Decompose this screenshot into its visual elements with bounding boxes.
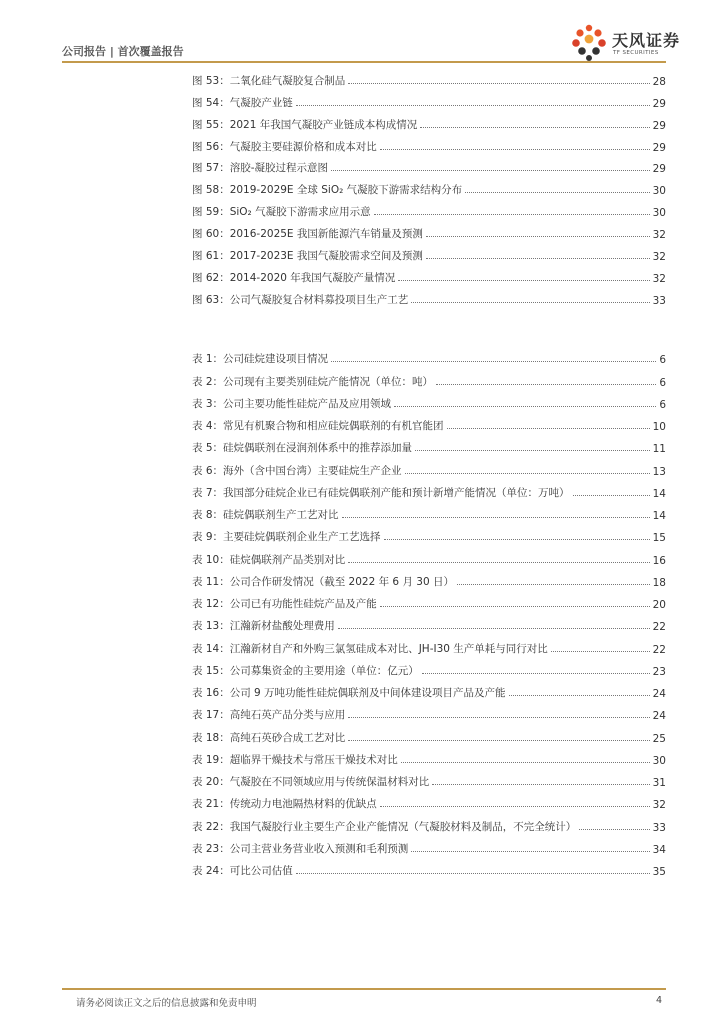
dot-leader xyxy=(436,384,656,385)
table-entry-label: 表 7：我国部分硅烷企业已有硅烷偶联剂产能和预计新增产能情况（单位：万吨） xyxy=(192,486,570,499)
dot-leader xyxy=(398,280,649,281)
dot-leader xyxy=(380,149,650,150)
table-entry[interactable] xyxy=(192,700,666,722)
figure-entry-page: 33 xyxy=(652,294,666,307)
table-entry[interactable] xyxy=(192,366,666,388)
dot-leader xyxy=(331,361,656,362)
dot-leader xyxy=(573,495,650,496)
figure-entry-page: 30 xyxy=(652,185,666,198)
dot-leader xyxy=(411,851,649,852)
dot-leader xyxy=(465,192,649,193)
table-entry-label: 表 20：气凝胶在不同领域应用与传统保温材料对比 xyxy=(192,776,430,788)
table-entry-label: 表 18：高纯石英砂合成工艺对比 xyxy=(192,731,346,744)
dot-leader xyxy=(296,105,650,106)
table-entry-label: 表 6：海外（含中国台湾）主要硅烷生产企业 xyxy=(192,464,402,477)
table-entry-page: 13 xyxy=(652,465,666,478)
dot-leader xyxy=(551,651,650,652)
dot-leader xyxy=(374,214,650,215)
table-index-list xyxy=(192,344,666,878)
table-entry-page: 24 xyxy=(652,710,666,723)
table-entry-label: 表 14：江瀚新材自产和外购三氯氢硅成本对比、JH-I30 生产单耗与同行对比 xyxy=(192,642,548,655)
table-entry-label: 表 15：公司募集资金的主要用途（单位：亿元） xyxy=(192,664,419,677)
table-entry[interactable] xyxy=(192,567,666,589)
figure-entry[interactable] xyxy=(192,219,666,241)
dot-leader xyxy=(338,628,650,629)
table-entry-page: 22 xyxy=(652,621,666,634)
figure-entry[interactable] xyxy=(192,197,666,219)
table-entry-label: 表 11：公司合作研发情况（截至 2022 年 6 月 30 日） xyxy=(192,575,454,588)
table-entry[interactable] xyxy=(192,856,666,878)
dot-leader xyxy=(380,806,650,807)
figure-entry-label: 图 57：溶胶-凝胶过程示意图 xyxy=(192,162,328,175)
dot-leader xyxy=(348,717,649,718)
figure-entry[interactable] xyxy=(192,110,666,132)
table-entry[interactable] xyxy=(192,633,666,655)
figure-entry[interactable] xyxy=(192,285,666,307)
dot-leader xyxy=(422,673,650,674)
table-entry[interactable] xyxy=(192,811,666,833)
dot-leader xyxy=(415,450,650,451)
dot-leader xyxy=(426,258,650,259)
figure-entry[interactable] xyxy=(192,132,666,154)
table-entry[interactable] xyxy=(192,455,666,477)
figure-entry[interactable] xyxy=(192,175,666,197)
page-number: 4 xyxy=(655,995,662,1006)
page-header xyxy=(0,0,724,64)
table-entry-page: 23 xyxy=(652,665,666,678)
table-entry-label: 表 21：传统动力电池隔热材料的优缺点 xyxy=(192,798,377,811)
figure-entry-label: 图 63：公司气凝胶复合材料募投项目生产工艺 xyxy=(192,293,409,306)
dot-leader xyxy=(579,829,649,830)
table-entry[interactable] xyxy=(192,767,666,789)
figure-entry-label: 图 55：2021 年我国气凝胶产业链成本构成情况 xyxy=(192,118,418,131)
table-entry-page: 11 xyxy=(652,443,666,456)
table-entry-page: 18 xyxy=(652,576,666,589)
table-entry-page: 24 xyxy=(652,688,666,700)
table-entry-label: 表 17：高纯石英产品分类与应用 xyxy=(192,709,346,722)
figure-entry[interactable] xyxy=(192,66,666,88)
dot-leader xyxy=(342,517,650,518)
table-entry-label: 表 16：公司 9 万吨功能性硅烷偶联剂及中间体建设项目产品及产能 xyxy=(192,687,506,699)
table-entry-page: 16 xyxy=(652,554,666,567)
dot-leader xyxy=(348,83,649,84)
dot-leader xyxy=(380,606,650,607)
figure-entry-label: 图 56：气凝胶主要硅源价格和成本对比 xyxy=(192,140,377,153)
figure-entry-label: 图 61：2017-2023E 我国气凝胶需求空间及预测 xyxy=(192,250,423,263)
figure-entry[interactable] xyxy=(192,241,666,263)
header-divider xyxy=(62,61,666,63)
table-entry-page: 14 xyxy=(652,487,666,500)
table-entry-page: 6 xyxy=(659,376,666,389)
figure-entry[interactable] xyxy=(192,88,666,110)
figure-entry-page: 32 xyxy=(652,229,666,242)
table-entry-page: 35 xyxy=(652,866,666,878)
figure-entry-page: 29 xyxy=(652,119,666,132)
table-entry-page: 6 xyxy=(659,354,666,367)
table-entry-page: 20 xyxy=(652,599,666,611)
figure-entry-label: 图 59：SiO₂ 气凝胶下游需求应用示意 xyxy=(192,206,371,219)
table-entry-page: 25 xyxy=(652,732,666,745)
disclaimer-note: 请务必阅读正文之后的信息披露和免责申明 xyxy=(76,998,257,1009)
table-entry-label: 表 4：常见有机聚合物和相应硅烷偶联剂的有机官能团 xyxy=(192,420,444,432)
table-entry-label: 表 24：可比公司估值 xyxy=(192,865,293,877)
table-entry-page: 6 xyxy=(659,398,666,411)
logo-english-name: TF SECURITIES xyxy=(613,50,659,56)
dot-leader xyxy=(426,236,650,237)
table-entry-label: 表 5：硅烷偶联剂在浸润剂体系中的推荐添加量 xyxy=(192,442,413,455)
figure-entry-label: 图 54：气凝胶产业链 xyxy=(192,96,293,109)
table-entry[interactable] xyxy=(192,589,666,611)
dot-leader xyxy=(401,762,650,763)
table-entry[interactable] xyxy=(192,656,666,678)
table-entry-page: 30 xyxy=(652,754,666,767)
brand-logo xyxy=(568,22,681,62)
figure-entry-page: 29 xyxy=(652,163,666,176)
table-entry-label: 表 19：超临界干燥技术与常压干燥技术对比 xyxy=(192,753,398,766)
figure-entry[interactable] xyxy=(192,263,666,285)
figure-index-list xyxy=(192,66,666,307)
figure-entry-label: 图 60：2016-2025E 我国新能源汽车销量及预测 xyxy=(192,228,423,241)
table-entry-label: 表 1：公司硅烷建设项目情况 xyxy=(192,353,329,366)
dot-leader xyxy=(411,302,649,303)
table-entry[interactable] xyxy=(192,611,666,633)
table-entry-label: 表 12：公司已有功能性硅烷产品及产能 xyxy=(192,598,377,610)
figure-entry-label: 图 53：二氧化硅气凝胶复合制品 xyxy=(192,74,346,87)
dot-leader xyxy=(384,539,650,540)
table-entry[interactable] xyxy=(192,789,666,811)
dot-leader xyxy=(432,784,649,785)
table-entry[interactable] xyxy=(192,411,666,433)
table-entry[interactable] xyxy=(192,344,666,366)
figure-entry-page: 32 xyxy=(652,251,666,264)
table-entry[interactable] xyxy=(192,834,666,856)
figure-entry-label: 图 58：2019-2029E 全球 SiO₂ 气凝胶下游需求结构分布 xyxy=(192,184,463,197)
tf-logo-icon xyxy=(568,22,610,62)
table-entry-label: 表 8：硅烷偶联剂生产工艺对比 xyxy=(192,509,339,521)
dot-leader xyxy=(296,873,650,874)
dot-leader xyxy=(420,127,649,128)
table-entry-label: 表 13：江瀚新材盐酸处理费用 xyxy=(192,620,335,633)
table-entry[interactable] xyxy=(192,522,666,544)
table-entry-page: 34 xyxy=(652,843,666,856)
dot-leader xyxy=(348,740,649,741)
table-entry-label: 表 9：主要硅烷偶联剂企业生产工艺选择 xyxy=(192,531,381,544)
figure-entry-page: 29 xyxy=(652,97,666,110)
footer-divider xyxy=(62,988,666,990)
dot-leader xyxy=(447,428,650,429)
table-entry[interactable] xyxy=(192,478,666,500)
table-entry-page: 32 xyxy=(652,799,666,812)
figure-entry-page: 28 xyxy=(652,75,666,88)
table-entry-page: 33 xyxy=(652,821,666,834)
table-entry-label: 表 2：公司现有主要类别硅烷产能情况（单位：吨） xyxy=(192,375,434,388)
table-entry[interactable] xyxy=(192,544,666,566)
table-entry-label: 表 3：公司主要功能性硅烷产品及应用领域 xyxy=(192,397,392,410)
table-entry-page: 22 xyxy=(652,643,666,656)
dot-leader xyxy=(394,406,656,407)
table-entry-label: 表 10：硅烷偶联剂产品类别对比 xyxy=(192,553,346,566)
table-entry[interactable] xyxy=(192,745,666,767)
table-entry-page: 10 xyxy=(652,421,666,433)
dot-leader xyxy=(405,473,650,474)
table-entry[interactable] xyxy=(192,433,666,455)
table-entry[interactable] xyxy=(192,722,666,744)
report-type-title: 公司报告 | 首次覆盖报告 xyxy=(62,45,184,58)
table-entry-page: 15 xyxy=(652,532,666,545)
table-entry-label: 表 23：公司主营业务营业收入预测和毛利预测 xyxy=(192,842,409,855)
table-entry-page: 14 xyxy=(652,510,666,522)
table-entry[interactable] xyxy=(192,678,666,700)
table-entry-page: 31 xyxy=(652,777,666,789)
table-entry[interactable] xyxy=(192,500,666,522)
figure-entry-label: 图 62：2014-2020 年我国气凝胶产量情况 xyxy=(192,271,396,284)
dot-leader xyxy=(509,695,650,696)
logo-chinese-name: 天风证券 xyxy=(612,31,681,50)
dot-leader xyxy=(457,584,650,585)
table-entry[interactable] xyxy=(192,389,666,411)
dot-leader xyxy=(331,170,650,171)
figure-entry-page: 32 xyxy=(652,272,666,285)
figure-entry-page: 29 xyxy=(652,141,666,154)
dot-leader xyxy=(348,562,649,563)
table-entry-label: 表 22：我国气凝胶行业主要生产企业产能情况（气凝胶材料及制品，不完全统计） xyxy=(192,820,577,833)
figure-entry-page: 30 xyxy=(652,207,666,220)
figure-entry[interactable] xyxy=(192,154,666,176)
